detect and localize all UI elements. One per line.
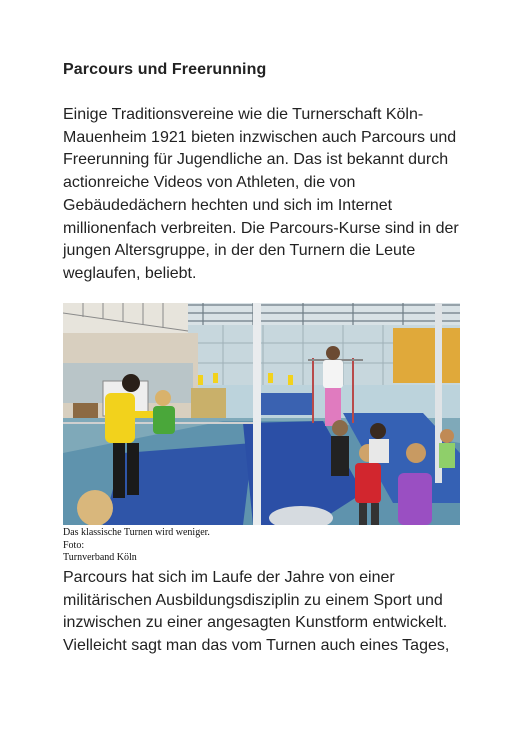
gym-photo: [63, 303, 460, 525]
photo-credit: Turnverband Köln: [63, 552, 137, 563]
caption-text: Das klassische Turnen wird weniger.: [63, 527, 210, 538]
credit-label: Foto:: [63, 539, 85, 551]
section-heading: Parcours und Freerunning: [63, 61, 267, 78]
paragraph-intro: Einige Traditionsvereine wie die Turnerschaft Köln-Mauenheim 1921 bieten inzwischen auch Parcours und Freerunning für Jugendliche an. Das ist bekannt durch actionreiche Videos von Athleten, die von Gebäudedächern hechten und sich im Internet millionenfach verbreiten. Die Parcours-Kurse sind in der jungen Altersgruppe, in der den Turnern die Leute weglaufen, beliebt.: [63, 106, 459, 282]
photo-caption: [63, 527, 210, 565]
paragraph-continued: Parcours hat sich im Laufe der Jahre von einer militärischen Ausbildungsdisziplin zu einem Sport und inzwischen zu einer angesagten Kunstform entwickelt. Vielleicht sagt man das vom Turnen auch eines Tages,: [63, 569, 450, 655]
